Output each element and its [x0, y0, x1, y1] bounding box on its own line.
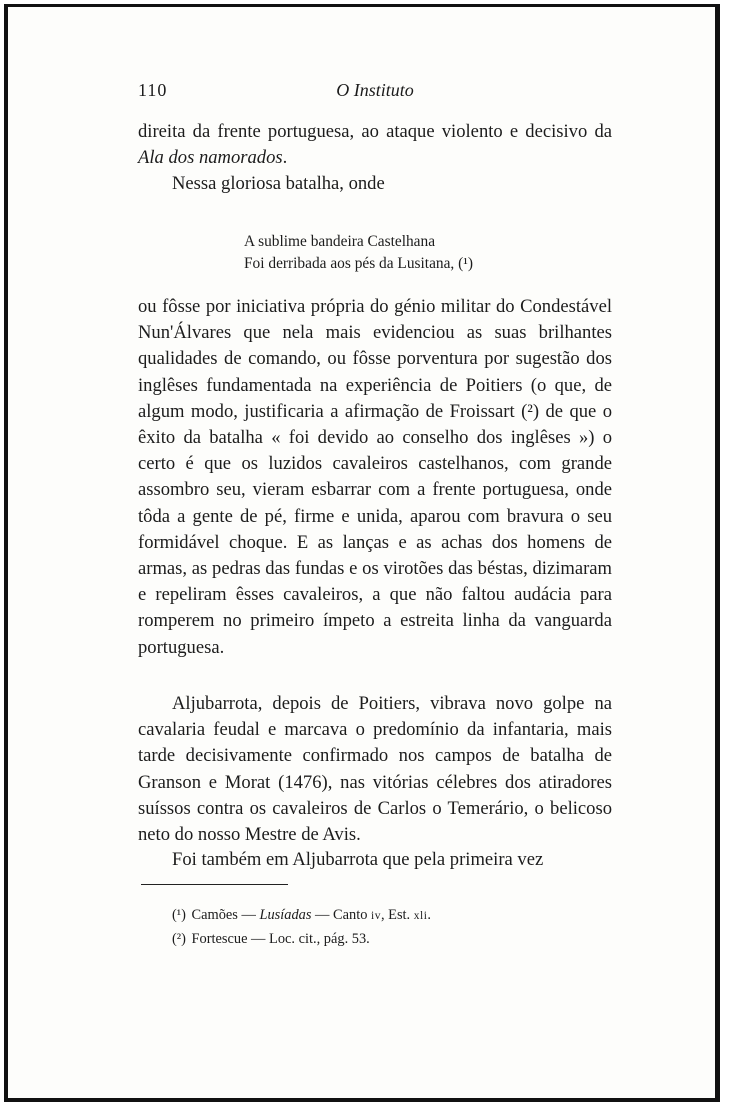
body-text-main	[138, 294, 612, 661]
footnote-1-canto: iv	[371, 910, 381, 922]
paragraph-1-italic: Ala dos namorados	[138, 147, 283, 169]
paragraph-4: Aljubarrota, depois de Poitiers, vibrava novo golpe na cavalaria feudal e marcava o predomínio da infantaria, mais tarde decisivamente confirmado nos campos de batalha de Granson e Morat (1476), nas vitórias célebres dos atiradores suíssos contra os cavaleiros de Carlos o Temerário, o belicoso neto do nosso Mestre de Avis.	[138, 693, 612, 846]
paragraph-1	[138, 119, 612, 171]
paragraph-2: Nessa gloriosa batalha, onde	[172, 173, 385, 195]
paragraph-1-text: direita da frente portuguesa, ao ataque violento e decisivo da	[138, 121, 612, 142]
body-text-top	[138, 119, 612, 198]
running-title: O Instituto	[336, 80, 414, 100]
footnote-1-text-c: , Est.	[380, 907, 414, 923]
paragraph-3-text-b: de que o êxito da batalha « foi devido ao conselho dos inglêses ») o certo é que os luzidos cavaleiros castelhanos, com grande assombro seu, vieram esbarrar com a frente portuguesa, onde tôda a gente de pé, firme e unida, aparou com bravura o seu formidável choque. E as lanças e as achas dos homens de armas, as pedras das fundas e os virotões das béstas, dizimaram e repeliram êsses cavaleiros, a que não faltou audácia para romperem no primeiro ímpeto a estreita linha da vanguarda portuguesa.	[138, 400, 613, 658]
footnotes	[172, 904, 431, 950]
verse-line-2	[244, 253, 473, 275]
paragraph-5: Foi também em Aljubarrota que pela primeira vez	[172, 849, 544, 870]
footnote-1-italic: Lusíadas	[259, 907, 312, 923]
footnote-1-text-b: — Canto	[311, 907, 372, 923]
footnote-ref-1: (¹)	[458, 254, 474, 272]
page-number: 110	[138, 80, 168, 100]
body-text-final	[138, 847, 612, 873]
body-text-aljubarrota	[138, 691, 612, 848]
footnote-1-estrofe: xli	[413, 910, 428, 922]
footnote-2-text: Fortescue — Loc. cit., pág. 53.	[191, 930, 370, 947]
footnote-2-mark: (²)	[172, 930, 186, 947]
paragraph-1-end: .	[282, 147, 288, 169]
verse-line-2-text: Foi derribada aos pés da Lusitana,	[244, 254, 455, 272]
footnote-rule	[141, 884, 288, 885]
paragraph-3-text-a: ou fôsse por iniciativa própria do génio militar do Condestável Nun'Álvares que nela mais evidenciou as suas brilhantes qualidades de comando, ou fôsse porventura por sugestão dos inglêses fundamentada na experiência de Poitiers (o que, de algum modo, justificaria a afirmação de Froissart	[138, 296, 612, 422]
running-head	[138, 80, 612, 102]
verse-line-1: A sublime bandeira Castelhana	[244, 233, 436, 250]
footnote-1-mark: (¹)	[172, 907, 186, 923]
footnote-1-text-a: Camões —	[191, 907, 260, 923]
footnote-2	[172, 928, 431, 951]
verse-quote	[244, 231, 473, 274]
footnote-1-text-d: .	[427, 907, 431, 923]
footnote-1	[172, 904, 431, 928]
footnote-ref-2: (²)	[521, 400, 540, 422]
paragraph-3	[138, 294, 612, 661]
